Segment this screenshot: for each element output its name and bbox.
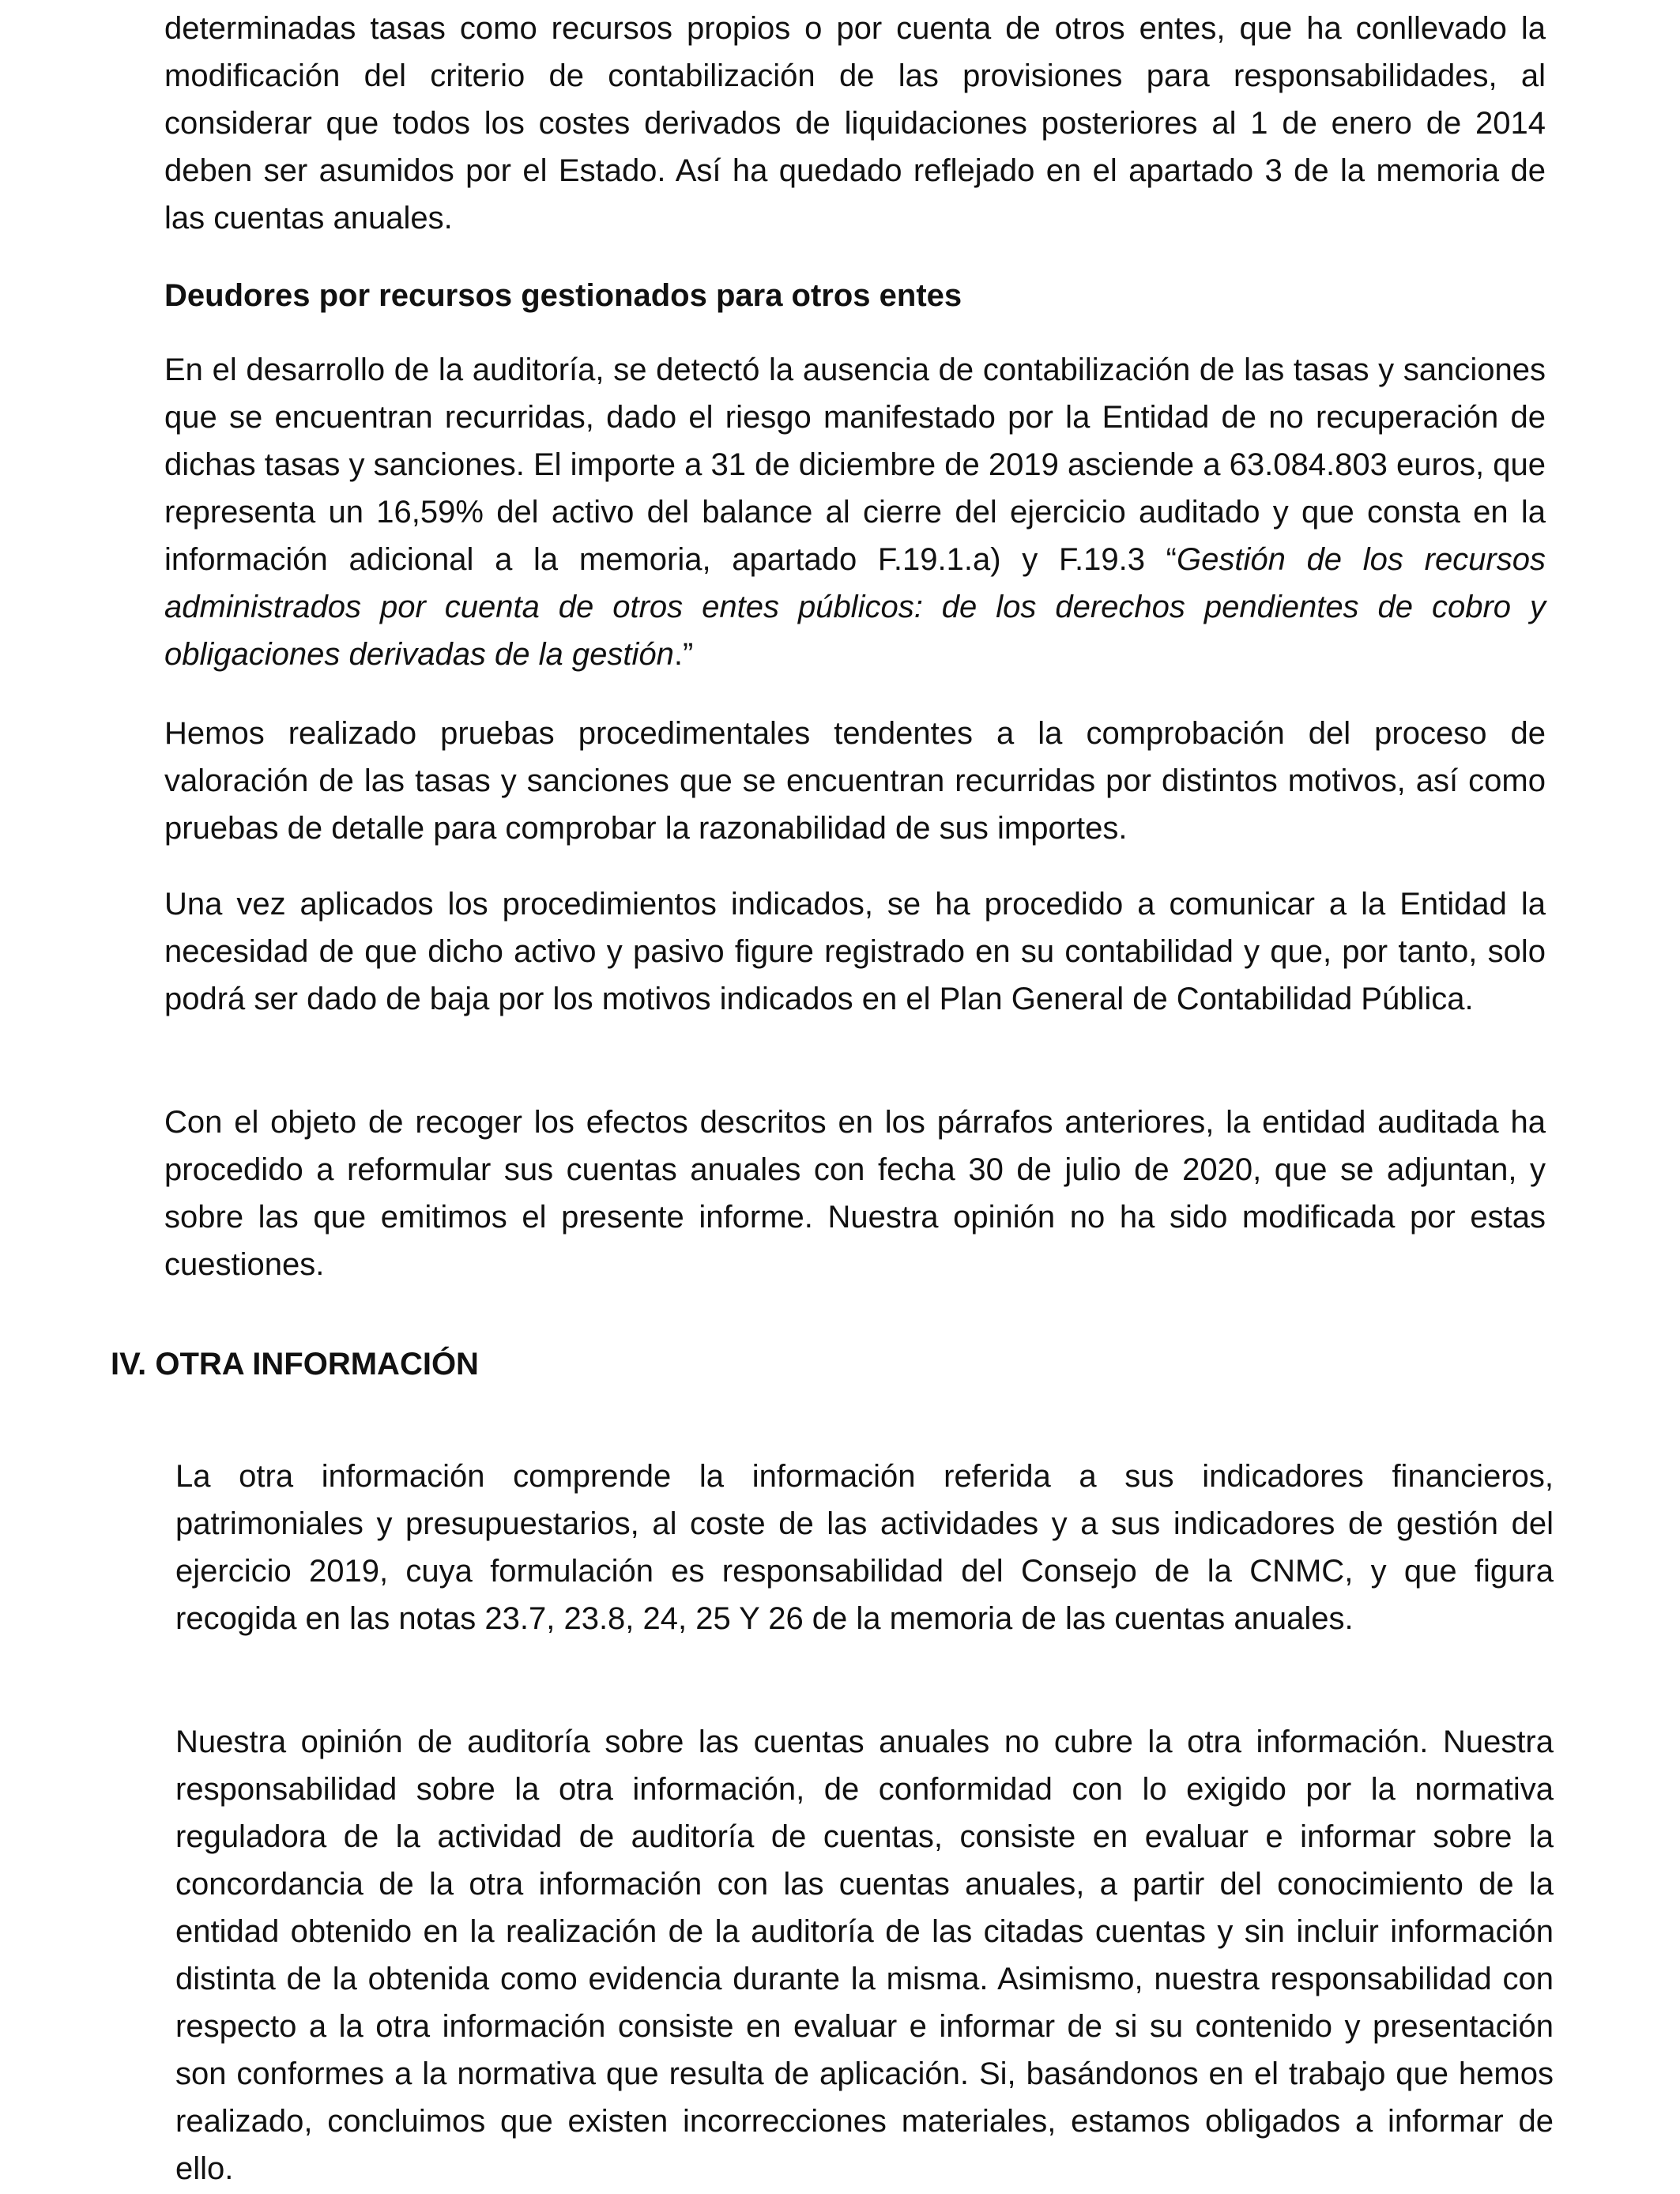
paragraph-provisions: determinadas tasas como recursos propios o por cuenta de otros entes, que ha conllevado la modificación del criterio de contabilización de las provisiones para responsabilidades, al considerar que todos los costes derivados de liquidaciones posteriores al 1 de enero de 2014 deben ser asumidos por el Estado. Así ha quedado reflejado en el apartado 3 de la memoria de las cuentas anuales. [164,11,1546,236]
paragraph-procedimientos: Una vez aplicados los procedimientos indicados, se ha procedido a comunicar a la Entidad la necesidad de que dicho activo y pasivo figure registrado en su contabilidad y que, por tanto, solo podrá ser dado de baja por los motivos indicados en el Plan General de Contabilidad Pública. [164,887,1546,1016]
paragraph-pruebas: Hemos realizado pruebas procedimentales tendentes a la comprobación del proceso de valoración de las tasas y sanciones que se encuentran recurridas por distintos motivos, así como pruebas de detalle para comprobar la razonabilidad de sus importes. [164,716,1546,846]
paragraph-deudores-text: En el desarrollo de la auditoría, se detectó la ausencia de contabilización de las tasas y sanciones que se encuentran recurridas, dado el riesgo manifestado por la Entidad de no recuperación de dichas tasas y sanciones. El importe a 31 de diciembre de 2019 asciende a 63.084.803 euros, que representa un 16,59% del activo del balance al cierre del ejercicio auditado y que consta en la información adicional a la memoria, apartado F.19.1.a) y F.19.3 “ [164,352,1546,577]
subheading-deudores: Deudores por recursos gestionados para otros entes [164,278,962,313]
paragraph-reformulacion: Con el objeto de recoger los efectos descritos en los párrafos anteriores, la entidad auditada ha procedido a reformular sus cuentas anuales con fecha 30 de julio de 2020, que se adjuntan, y sobre las que emitimos el presente informe. Nuestra opinión no ha sido modificada por estas cuestiones. [164,1105,1546,1282]
paragraph-opinion: Nuestra opinión de auditoría sobre las cuentas anuales no cubre la otra información. Nuestra responsabilidad sobre la otra información, de conformidad con lo exigido por la normativa reguladora de la actividad de auditoría de cuentas, consiste en evaluar e informar sobre la concordancia de la otra información con las cuentas anuales, a partir del conocimiento de la entidad obtenido en la realización de la auditoría de las citadas cuentas y sin incluir información distinta de la obtenida como evidencia durante la misma. Asimismo, nuestra responsabilidad con respecto a la otra información consiste en evaluar e informar de si su contenido y presentación son conformes a la normativa que resulta de aplicación. Si, basándonos en el trabajo que hemos realizado, concluimos que existen incorrecciones materiales, estamos obligados a informar de ello. [175,1725,1554,2186]
paragraph-deudores [164,346,1546,678]
section-title-otra-informacion: IV. OTRA INFORMACIÓN [111,1347,479,1382]
paragraph-deudores-quote: Gestión de los recursos administrados por cuenta de otros entes públicos: de los derechos pendientes de cobro y obligaciones derivadas de la gestión [164,542,1546,672]
paragraph-otra-informacion: La otra información comprende la información referida a sus indicadores financieros, patrimoniales y presupuestarios, al coste de las actividades y a sus indicadores de gestión del ejercicio 2019, cuya formulación es responsabilidad del Consejo de la CNMC, y que figura recogida en las notas 23.7, 23.8, 24, 25 Y 26 de la memoria de las cuentas anuales. [175,1459,1554,1636]
paragraph-deudores-end: .” [673,637,694,672]
